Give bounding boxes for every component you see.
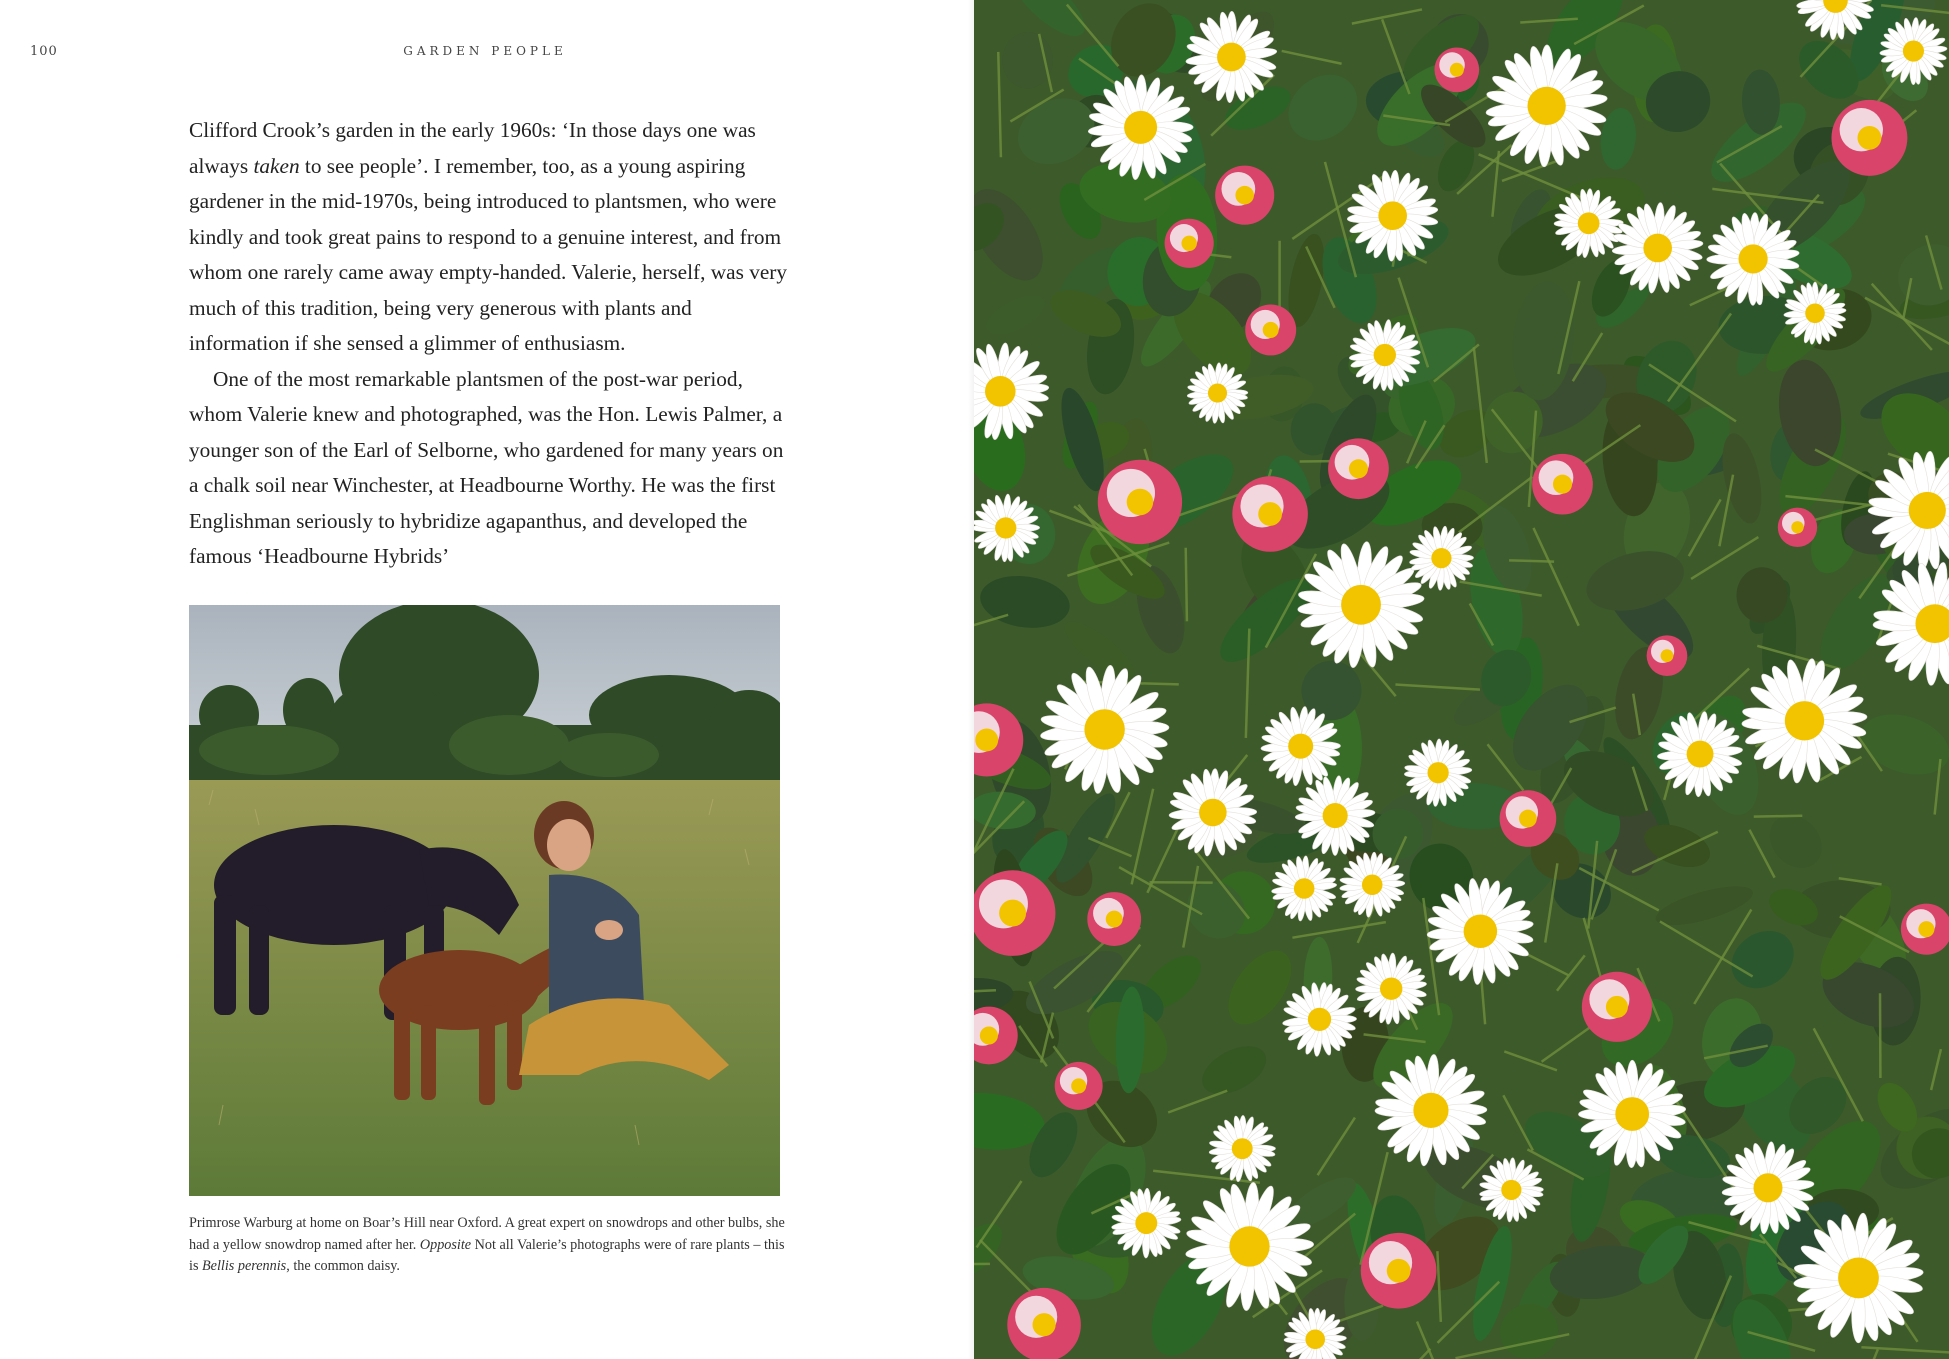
caption-text-b: Not all Valerie’s photographs were of rare plants – this is — [189, 1236, 785, 1274]
pink-daisy — [1500, 790, 1557, 847]
pink-daisy — [1778, 508, 1817, 547]
caption-text-c: , the common daisy. — [286, 1258, 400, 1274]
caption-species: Bellis perennis — [202, 1258, 287, 1274]
photo-woman-with-ponies — [189, 605, 780, 1196]
pink-daisy — [1215, 166, 1274, 225]
pink-daisy — [1328, 438, 1389, 499]
daisy-photo — [974, 0, 1949, 1359]
paragraph-1-rest: to see people’. I remember, too, as a young aspiring gardener in the mid-1970s, being introduced to plantsmen, who were kindly and took great pains to respond to a genuine interest, and from whom one rarely came away empty-handed. Valerie, herself, was very much of this tradition, being very generous with plants and information if she sensed a glimmer of enthusiasm. — [189, 153, 788, 355]
pink-daisy — [1055, 1062, 1103, 1110]
pink-daisy — [1098, 460, 1182, 544]
pink-daisy — [1831, 100, 1907, 176]
pink-daisy — [1361, 1233, 1437, 1309]
pink-daisy — [1434, 47, 1479, 92]
grass-blade — [1186, 548, 1187, 622]
body-text — [189, 113, 795, 575]
paragraph-1-start: Clifford Crook’s garden in the early 1960s: ‘In those days one was always — [189, 118, 756, 178]
running-head: GARDEN PEOPLE — [403, 44, 567, 58]
pink-daisy — [1582, 972, 1652, 1042]
pink-daisy — [1087, 892, 1141, 946]
page-number: 100 — [30, 44, 58, 59]
paragraph-2: One of the most remarkable plantsmen of the post-war period, whom Valerie knew and photographed, was the Hon. Lewis Palmer, a younger son of the Earl of Selborne, who gardened for many years on a chalk soil near Winchester, at Headbourne Worthy. He was the first Englishman seriously to hybridize agapanthus, and developed the famous ‘Headbourne Hybrids’ — [189, 366, 784, 568]
pink-daisy — [1532, 454, 1593, 515]
pink-daisy — [1165, 219, 1214, 268]
paragraph-1 — [189, 113, 795, 362]
caption-text-a: Primrose Warburg at home on Boar’s Hill near Oxford. A great expert on snowdrops and other bulbs, she had a yellow snowdrop named after her. — [189, 1215, 785, 1253]
caption-opposite: Opposite — [419, 1236, 472, 1253]
pink-daisy — [1647, 635, 1688, 676]
pink-daisy — [1007, 1288, 1081, 1359]
emphasis-taken: taken — [253, 153, 300, 178]
pink-daisy — [1245, 304, 1296, 355]
grass-blade — [1754, 816, 1803, 817]
pink-daisy — [1232, 476, 1308, 552]
left-page — [0, 0, 974, 1359]
photo-caption — [189, 1213, 789, 1278]
daisy-field-illustration — [974, 0, 1949, 1359]
